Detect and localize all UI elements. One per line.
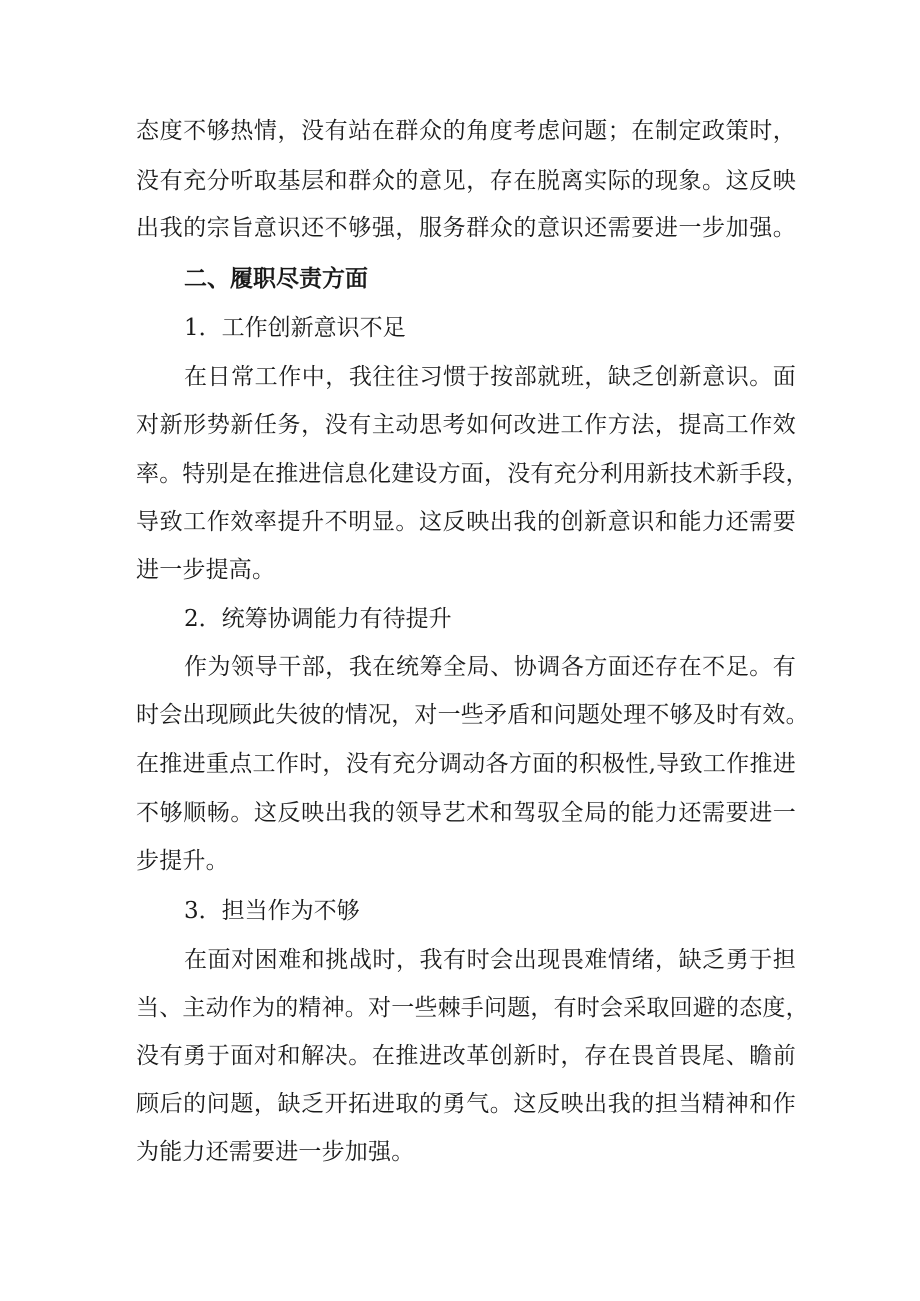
paragraph-line: 对新形势新任务，没有主动思考如何改进工作方法，提高工作效: [136, 412, 796, 438]
paragraph-line: 没有充分听取基层和群众的意见，存在脱离实际的现象。这反映: [136, 168, 796, 194]
paragraph-line: 态度不够热情，没有站在群众的角度考虑问题；在制定政策时，: [136, 118, 796, 144]
paragraph-line: 没有勇于面对和解决。在推进改革创新时，存在畏首畏尾、瞻前: [136, 1043, 796, 1069]
paragraph-line: 当、主动作为的精神。对一些棘手问题，有时会采取回避的态度，: [136, 995, 809, 1021]
paragraph-line: 作为领导干部，我在统筹全局、协调各方面还存在不足。有: [184, 654, 796, 680]
item-title: 2．统筹协调能力有待提升: [184, 606, 452, 632]
paragraph-line: 不够顺畅。这反映出我的领导艺术和驾驭全局的能力还需要进一: [136, 800, 796, 826]
paragraph-line: 导致工作效率提升不明显。这反映出我的创新意识和能力还需要: [136, 509, 796, 535]
item-title: 1．工作创新意识不足: [184, 315, 406, 341]
paragraph-line: 在面对困难和挑战时，我有时会出现畏难情绪，缺乏勇于担: [184, 947, 796, 973]
item-title: 3．担当作为不够: [184, 898, 360, 924]
paragraph-line: 出我的宗旨意识还不够强，服务群众的意识还需要进一步加强。: [136, 215, 796, 241]
paragraph-line: 率。特别是在推进信息化建设方面，没有充分利用新技术新手段，: [136, 461, 809, 487]
paragraph-line: 进一步提高。: [136, 557, 276, 583]
paragraph-line: 在推进重点工作时，没有充分调动各方面的积极性,导致工作推进: [136, 751, 796, 777]
paragraph-line: 在日常工作中，我往往习惯于按部就班，缺乏创新意识。面: [184, 364, 796, 390]
paragraph-line: 时会出现顾此失彼的情况，对一些矛盾和问题处理不够及时有效。: [136, 702, 809, 728]
paragraph-line: 步提升。: [136, 848, 229, 874]
paragraph-line: 顾后的问题，缺乏开拓进取的勇气。这反映出我的担当精神和作: [136, 1091, 796, 1117]
paragraph-line: 为能力还需要进一步加强。: [136, 1139, 415, 1165]
section-heading: 二、履职尽责方面: [184, 266, 368, 292]
